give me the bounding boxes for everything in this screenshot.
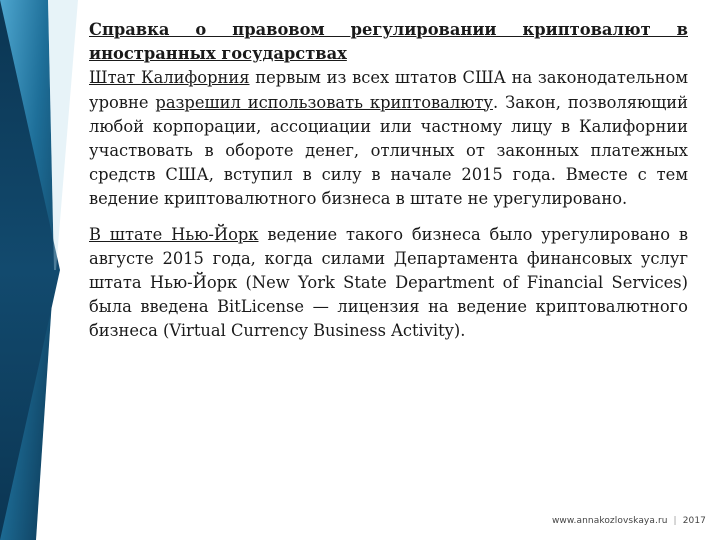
new-york-state-name: В штате Нью-Йорк	[89, 224, 259, 244]
footer-separator: |	[673, 516, 677, 526]
paragraph-new-york	[89, 223, 688, 344]
footer	[552, 516, 706, 526]
footer-website: www.annakozlovskaya.ru	[551, 516, 668, 526]
california-permitted-text: разрешил использовать криптовалюту	[155, 92, 493, 112]
california-state-name: Штат Калифорния	[89, 68, 250, 88]
california-text-a: первым из всех штатов США на законодательном уровне	[89, 68, 688, 112]
slide-title: Справка о правовом регулировании криптовалют в иностранных государствах	[89, 20, 688, 64]
new-york-text: ведение такого бизнеса было урегулировано в августе 2015 года, когда силами Департамента финансовых услуг штата Нью-Йорк (New York State Department of Financial Services) была введена BitLicense — лицензия на ведение криптовалютного бизнеса (Virtual Currency Business Activity).	[89, 224, 689, 341]
california-text-b: . Закон, позволяющий любой корпорации, ассоциации или частному лицу в Калифорнии участвовать в обороте денег, отличных от законных платежных средств США, вступил в силу в начале 2015 года. Вместе с тем ведение криптовалютного бизнеса в штате не урегулировано.	[89, 92, 688, 209]
footer-year: 2017	[682, 516, 706, 526]
slide-content	[89, 18, 688, 344]
paragraph-california	[89, 66, 688, 211]
